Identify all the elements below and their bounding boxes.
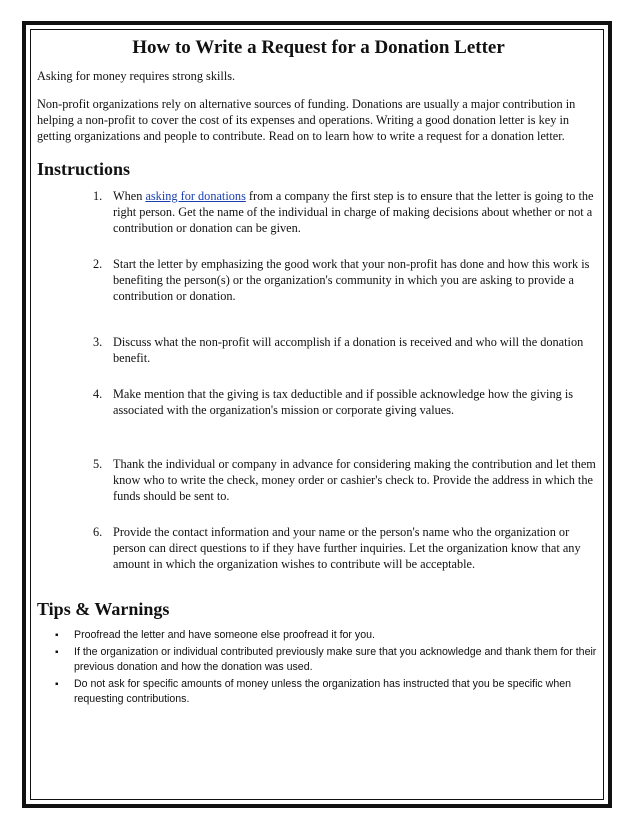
step-text: Make mention that the giving is tax deductible and if possible acknowledge how the giving is associated with the organization's mission or corporate giving values. [113,387,574,417]
step-number: 2. [93,257,103,271]
instruction-step-2 [37,256,600,304]
instruction-step-1 [37,188,600,236]
tip-item [37,677,600,708]
tip-item [37,645,600,676]
step-number: 6. [93,525,103,539]
step-number: 5. [93,457,103,471]
step-text: Discuss what the non-profit will accomplish if a donation is received and who will the donation benefit. [113,335,584,365]
intro-paragraph: Asking for money requires strong skills. [37,69,236,83]
tip-text: If the organization or individual contributed previously make sure that you acknowledge and thank them for their previous donation and how the donation was used. [74,645,597,673]
tips-list [37,628,600,708]
step-text: Thank the individual or company in advance for considering making the contribution and let them know who to write the check, money order or cashier's check to. Provide the address in which the funds should be sent to. [113,457,596,503]
instruction-step-3 [37,334,600,366]
tip-item [37,628,600,644]
tip-text: Proofread the letter and have someone else proofread it for you. [74,629,375,641]
step-number: 4. [93,387,103,401]
instructions-heading: Instructions [37,159,131,179]
bullet-icon: ▪ [55,630,59,641]
bullet-icon: ▪ [55,646,59,658]
step-text-after-link: from a company the first step is to ensure that the letter is going to the right person. Get the name of the individual in charge of making decisions about whether or not a contribution or donation can be given. [113,189,594,235]
step-number: 3. [93,335,103,349]
instruction-step-4 [37,386,600,418]
tip-text: Do not ask for specific amounts of money unless the organization has instructed that you be specific when requesting contributions. [74,677,572,705]
asking-for-donations-link[interactable]: asking for donations [145,189,246,203]
step-text: Provide the contact information and your name or the person's name who the organization or person can direct questions to if they have further inquiries. Let the organization know that any amount in which the organization wishes to contribute will be acceptable. [113,525,581,571]
tips-heading: Tips & Warnings [37,599,170,619]
step-text: Start the letter by emphasizing the good work that your non-profit has done and how this work is benefiting the person(s) or the organization's community in which you are asking to provide a contribution or donation. [113,257,590,303]
bullet-icon: ▪ [55,678,59,690]
instruction-step-5 [37,456,600,504]
instruction-step-6 [37,524,600,572]
overview-paragraph: Non-profit organizations rely on alternative sources of funding. Donations are usually a major contribution in helping a non-profit to cover the cost of its expenses and operations. Writing a good donation letter is key in getting organizations and people to contribute. Read on to learn how to write a request for a donation letter. [37,97,576,143]
step-number: 1. [93,189,103,203]
document-title: How to Write a Request for a Donation Letter [132,37,505,58]
document-body [37,36,600,709]
instructions-list [37,188,600,572]
step-text-before-link: When [113,189,146,203]
